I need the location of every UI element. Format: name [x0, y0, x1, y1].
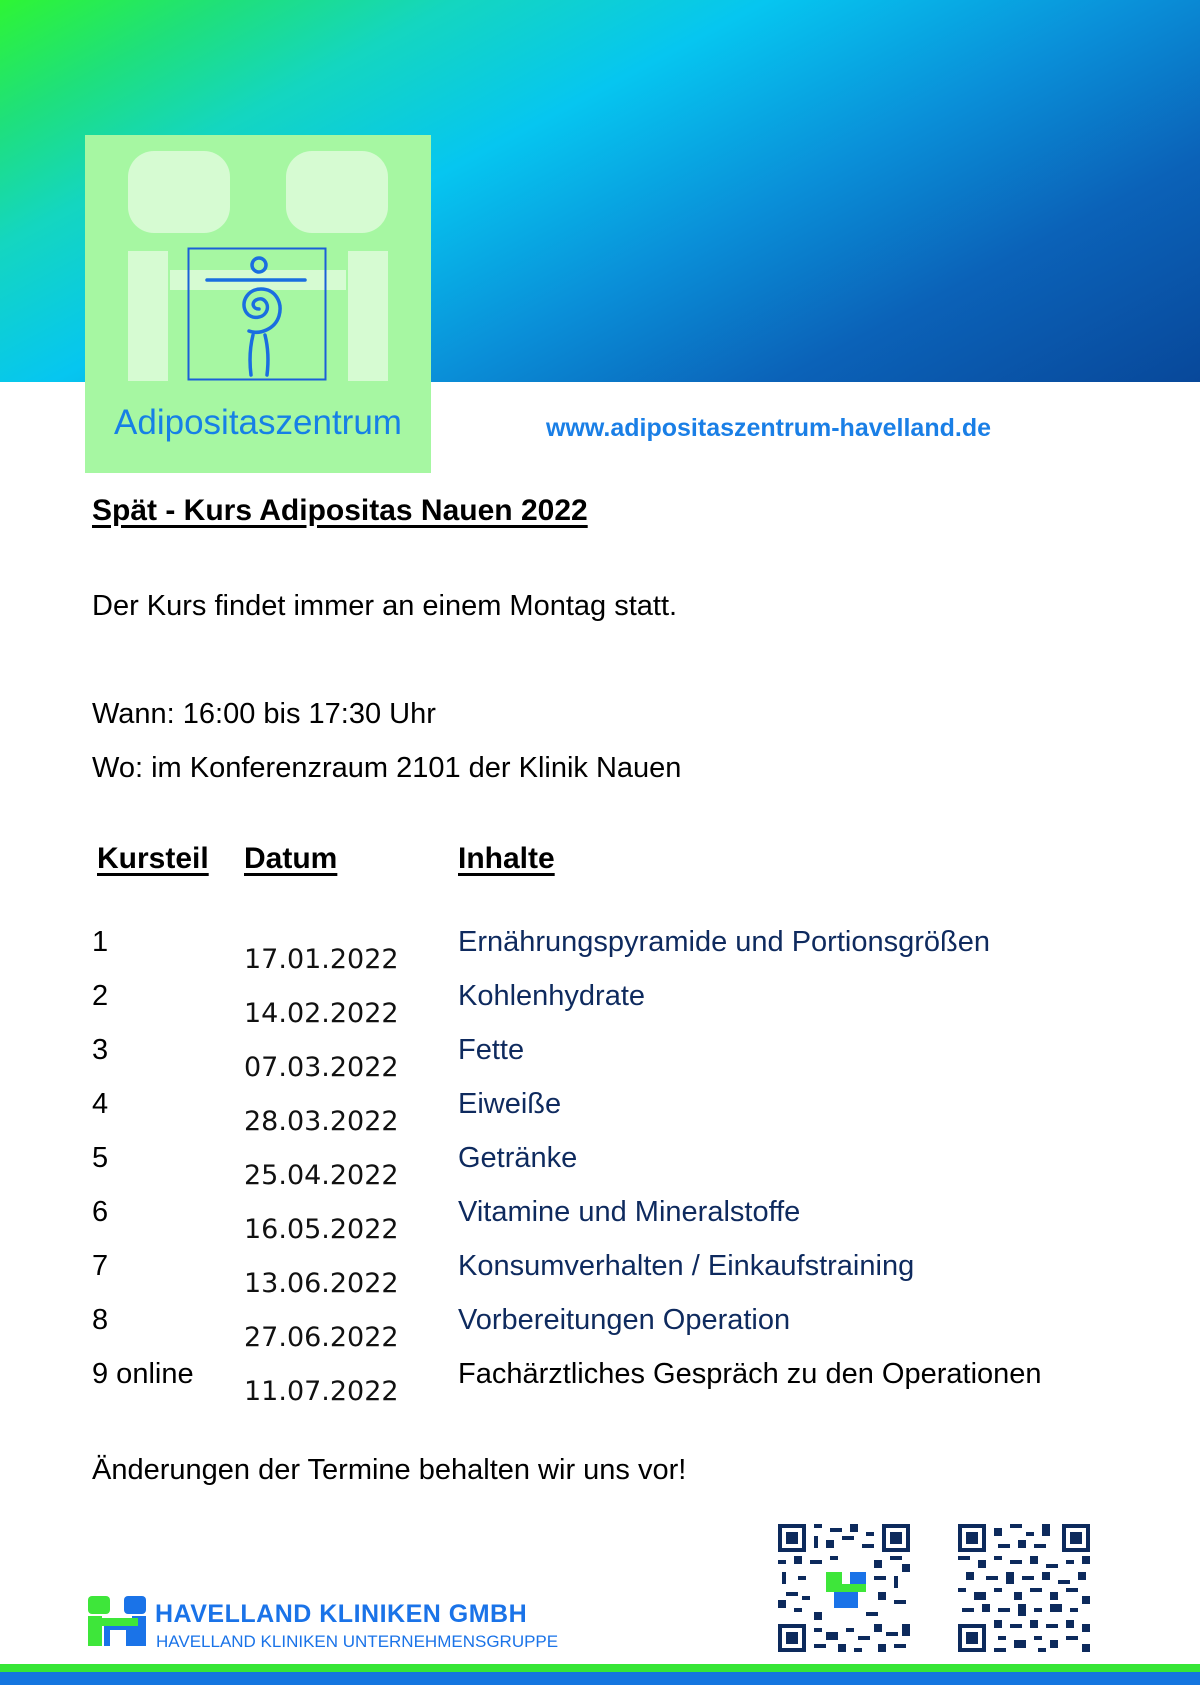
course-part: 3 [92, 1034, 109, 1066]
qr-code-right[interactable] [958, 1524, 1090, 1652]
intro-text: Der Kurs findet immer an einem Montag statt. [92, 590, 678, 622]
table-row [0, 1196, 1200, 1250]
logo-column-right [348, 251, 388, 381]
course-date: 17.01.2022 [244, 944, 399, 975]
havelland-kliniken-logo-icon [88, 1596, 148, 1648]
course-date: 14.02.2022 [244, 998, 399, 1029]
column-header-datum: Datum [244, 842, 338, 875]
course-topic: Getränke [458, 1142, 578, 1174]
page-title: Spät - Kurs Adipositas Nauen 2022 [92, 494, 588, 527]
course-topic: Fette [458, 1034, 525, 1066]
location-text: Wo: im Konferenzraum 2101 der Klinik Nauen [92, 752, 682, 784]
course-part: 4 [92, 1088, 109, 1120]
course-date: 13.06.2022 [244, 1268, 399, 1299]
logo-block-left [128, 151, 230, 233]
course-date: 28.03.2022 [244, 1106, 399, 1137]
course-part: 7 [92, 1250, 109, 1282]
footer-stripe-green [0, 1664, 1200, 1672]
course-date: 27.06.2022 [244, 1322, 399, 1353]
course-date: 25.04.2022 [244, 1160, 399, 1191]
course-part: 5 [92, 1142, 109, 1174]
time-text: Wann: 16:00 bis 17:30 Uhr [92, 698, 436, 730]
course-topic: Ernährungspyramide und Portionsgrößen [458, 926, 990, 958]
logo-column-left [128, 251, 168, 381]
course-part: 1 [92, 926, 109, 958]
course-topic: Vitamine und Mineralstoffe [458, 1196, 801, 1228]
course-topic: Eiweiße [458, 1088, 562, 1120]
table-row [0, 1358, 1200, 1412]
table-row [0, 1088, 1200, 1142]
logo-label: Adipositaszentrum [114, 403, 402, 442]
table-row [0, 926, 1200, 980]
course-part: 8 [92, 1304, 109, 1336]
website-link[interactable]: www.adipositaszentrum-havelland.de [546, 414, 991, 442]
table-row [0, 1304, 1200, 1358]
column-header-inhalte: Inhalte [458, 842, 555, 875]
table-row [0, 1142, 1200, 1196]
company-name: HAVELLAND KLINIKEN GMBH [155, 1600, 528, 1628]
course-part: 6 [92, 1196, 109, 1228]
qr-code-left[interactable] [778, 1524, 910, 1652]
schedule-change-note: Änderungen der Termine behalten wir uns vor! [92, 1454, 687, 1486]
course-topic: Kohlenhydrate [458, 980, 646, 1012]
spiral-figure-icon [187, 247, 327, 381]
table-row [0, 1250, 1200, 1304]
course-topic: Vorbereitungen Operation [458, 1304, 791, 1336]
footer-stripe-blue [0, 1672, 1200, 1685]
course-part: 9 online [92, 1358, 194, 1390]
course-date: 07.03.2022 [244, 1052, 399, 1083]
company-group: HAVELLAND KLINIKEN UNTERNEHMENSGRUPPE [156, 1632, 559, 1651]
course-part: 2 [92, 980, 109, 1012]
logo-block-right [286, 151, 388, 233]
adipositaszentrum-logo [85, 135, 431, 473]
course-topic: Fachärztliches Gespräch zu den Operationen [458, 1358, 1042, 1390]
course-date: 16.05.2022 [244, 1214, 399, 1245]
table-row [0, 980, 1200, 1034]
column-header-kursteil: Kursteil [97, 842, 209, 875]
table-row [0, 1034, 1200, 1088]
course-topic: Konsumverhalten / Einkaufstraining [458, 1250, 915, 1282]
course-date: 11.07.2022 [244, 1376, 399, 1407]
